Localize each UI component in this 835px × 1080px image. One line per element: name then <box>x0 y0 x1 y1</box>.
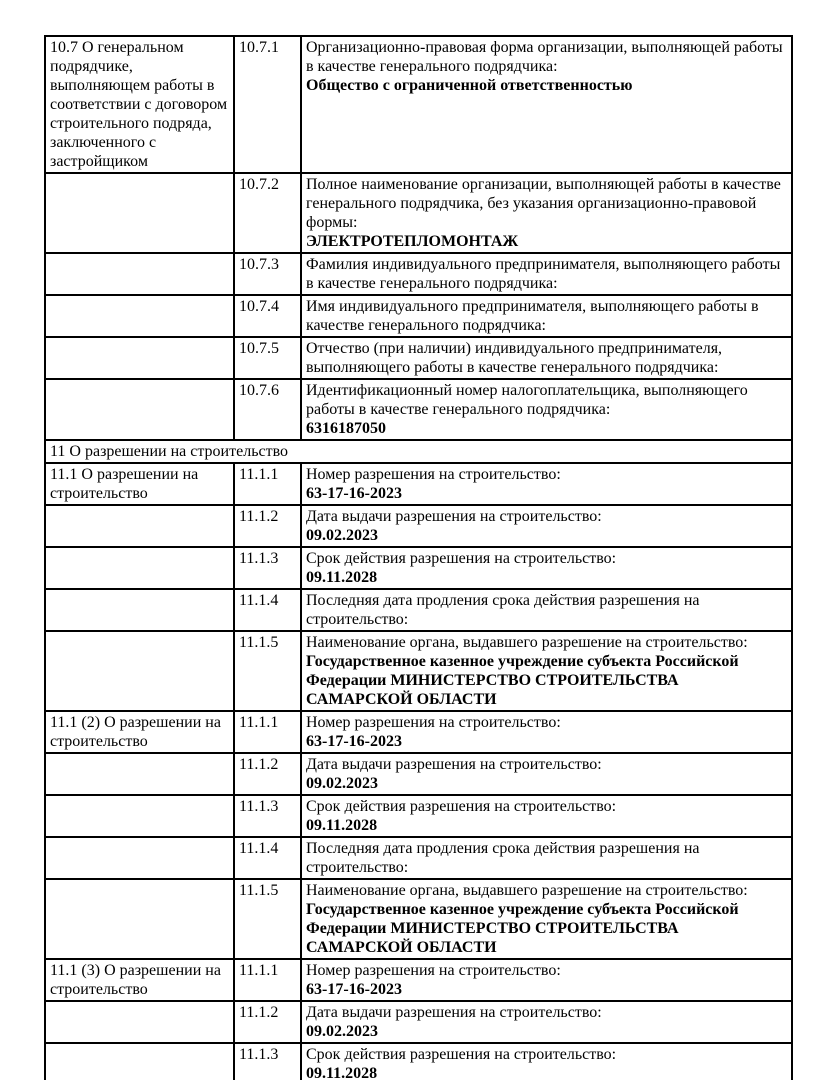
item-number-cell: 11.1.1 <box>234 711 301 753</box>
group-label-cell <box>45 505 234 547</box>
table-row <box>45 36 792 173</box>
table-row <box>45 295 792 337</box>
group-label-cell <box>45 1043 234 1080</box>
table-row <box>45 547 792 589</box>
section-header-row <box>45 440 792 463</box>
item-label: Дата выдачи разрешения на строительство: <box>306 1004 602 1021</box>
table-row <box>45 631 792 711</box>
item-value: Государственное казенное учреждение субъекта Российской Федерации МИНИСТЕРСТВО СТРОИТЕЛЬСТВА САМАРСКОЙ ОБЛАСТИ <box>306 901 739 956</box>
group-label-cell <box>45 379 234 440</box>
item-label: Дата выдачи разрешения на строительство: <box>306 756 602 773</box>
item-content-cell <box>301 959 792 1001</box>
item-label: Номер разрешения на строительство: <box>306 466 561 483</box>
group-label-cell: 11.1 (2) О разрешении на строительство <box>45 711 234 753</box>
group-label-cell: 11.1 О разрешении на строительство <box>45 463 234 505</box>
item-number-cell: 11.1.2 <box>234 1001 301 1043</box>
item-content-cell <box>301 1001 792 1043</box>
item-number-cell: 10.7.6 <box>234 379 301 440</box>
item-content-cell <box>301 1043 792 1080</box>
group-label-cell <box>45 1001 234 1043</box>
section-header-cell: 11 О разрешении на строительство <box>45 440 792 463</box>
item-label: Срок действия разрешения на строительство: <box>306 798 617 815</box>
group-label-cell <box>45 589 234 631</box>
table-row <box>45 505 792 547</box>
item-value: 09.11.2028 <box>306 817 378 834</box>
table-row <box>45 379 792 440</box>
item-content-cell <box>301 837 792 879</box>
item-label: Дата выдачи разрешения на строительство: <box>306 508 602 525</box>
group-label-cell <box>45 337 234 379</box>
item-label: Фамилия индивидуального предпринимателя, выполняющего работы в качестве генерального подрядчика: <box>306 256 781 292</box>
group-label-cell: 11.1 (3) О разрешении на строительство <box>45 959 234 1001</box>
item-number-cell: 10.7.3 <box>234 253 301 295</box>
item-content-cell <box>301 253 792 295</box>
item-number-cell: 10.7.4 <box>234 295 301 337</box>
group-label-cell <box>45 631 234 711</box>
item-value: Государственное казенное учреждение субъекта Российской Федерации МИНИСТЕРСТВО СТРОИТЕЛЬСТВА САМАРСКОЙ ОБЛАСТИ <box>306 653 739 708</box>
item-content-cell <box>301 295 792 337</box>
item-number-cell: 11.1.4 <box>234 589 301 631</box>
item-number-cell: 10.7.5 <box>234 337 301 379</box>
item-number-cell: 11.1.1 <box>234 959 301 1001</box>
item-value: 09.11.2028 <box>306 569 378 586</box>
item-value: 63-17-16-2023 <box>306 485 402 502</box>
item-content-cell <box>301 795 792 837</box>
table-row <box>45 1043 792 1080</box>
group-label-cell <box>45 879 234 959</box>
item-label: Срок действия разрешения на строительство: <box>306 1046 617 1063</box>
group-label-cell <box>45 253 234 295</box>
item-label: Организационно-правовая форма организации, выполняющей работы в качестве генерального подрядчика: <box>306 39 783 75</box>
item-number-cell: 11.1.2 <box>234 753 301 795</box>
item-number-cell: 11.1.2 <box>234 505 301 547</box>
group-label-cell <box>45 173 234 253</box>
item-value: 09.11.2028 <box>306 1065 378 1080</box>
table-row <box>45 879 792 959</box>
item-number-cell: 11.1.3 <box>234 1043 301 1080</box>
item-content-cell <box>301 547 792 589</box>
table-row <box>45 959 792 1001</box>
item-content-cell <box>301 36 792 173</box>
item-number-cell: 10.7.2 <box>234 173 301 253</box>
item-label: Последняя дата продления срока действия разрешения на строительство: <box>306 840 700 876</box>
table-row <box>45 337 792 379</box>
table-row <box>45 589 792 631</box>
item-number-cell: 11.1.5 <box>234 631 301 711</box>
group-label-cell <box>45 753 234 795</box>
group-label-cell <box>45 795 234 837</box>
table-row <box>45 753 792 795</box>
item-value: ЭЛЕКТРОТЕПЛОМОНТАЖ <box>306 233 519 250</box>
item-number-cell: 11.1.1 <box>234 463 301 505</box>
table-row <box>45 253 792 295</box>
item-label: Имя индивидуального предпринимателя, выполняющего работы в качестве генерального подрядчика: <box>306 298 759 334</box>
item-number-cell: 11.1.5 <box>234 879 301 959</box>
item-content-cell <box>301 753 792 795</box>
item-label: Отчество (при наличии) индивидуального предпринимателя, выполняющего работы в качестве генерального подрядчика: <box>306 340 723 376</box>
item-number-cell: 10.7.1 <box>234 36 301 173</box>
item-value: 09.02.2023 <box>306 1023 378 1040</box>
item-content-cell <box>301 379 792 440</box>
item-label: Наименование органа, выдавшего разрешение на строительство: <box>306 882 748 899</box>
item-content-cell <box>301 631 792 711</box>
item-label: Номер разрешения на строительство: <box>306 962 561 979</box>
item-label: Полное наименование организации, выполняющей работы в качестве генерального подрядчика, без указания организационно-правовой формы: <box>306 176 781 231</box>
declaration-table-body <box>45 36 792 1080</box>
item-value: Общество с ограниченной ответственностью <box>306 77 633 94</box>
item-content-cell <box>301 879 792 959</box>
table-row <box>45 1001 792 1043</box>
item-label: Номер разрешения на строительство: <box>306 714 561 731</box>
item-content-cell <box>301 505 792 547</box>
item-value: 6316187050 <box>306 420 386 437</box>
item-number-cell: 11.1.3 <box>234 795 301 837</box>
declaration-table <box>44 35 793 1080</box>
item-label: Последняя дата продления срока действия разрешения на строительство: <box>306 592 700 628</box>
item-label: Срок действия разрешения на строительство: <box>306 550 617 567</box>
table-row <box>45 795 792 837</box>
item-value: 09.02.2023 <box>306 775 378 792</box>
group-label-cell: 10.7 О генеральном подрядчике, выполняющем работы в соответствии с договором строительного подряда, заключенного с застройщиком <box>45 36 234 173</box>
item-label: Наименование органа, выдавшего разрешение на строительство: <box>306 634 748 651</box>
table-row <box>45 463 792 505</box>
item-value: 63-17-16-2023 <box>306 733 402 750</box>
item-content-cell <box>301 173 792 253</box>
item-label: Идентификационный номер налогоплательщика, выполняющего работы в качестве генерального подрядчика: <box>306 382 748 418</box>
item-number-cell: 11.1.3 <box>234 547 301 589</box>
item-number-cell: 11.1.4 <box>234 837 301 879</box>
item-value: 09.02.2023 <box>306 527 378 544</box>
item-content-cell <box>301 589 792 631</box>
table-row <box>45 173 792 253</box>
item-content-cell <box>301 337 792 379</box>
item-value: 63-17-16-2023 <box>306 981 402 998</box>
group-label-cell <box>45 295 234 337</box>
item-content-cell <box>301 711 792 753</box>
table-row <box>45 837 792 879</box>
group-label-cell <box>45 837 234 879</box>
item-content-cell <box>301 463 792 505</box>
table-row <box>45 711 792 753</box>
group-label-cell <box>45 547 234 589</box>
